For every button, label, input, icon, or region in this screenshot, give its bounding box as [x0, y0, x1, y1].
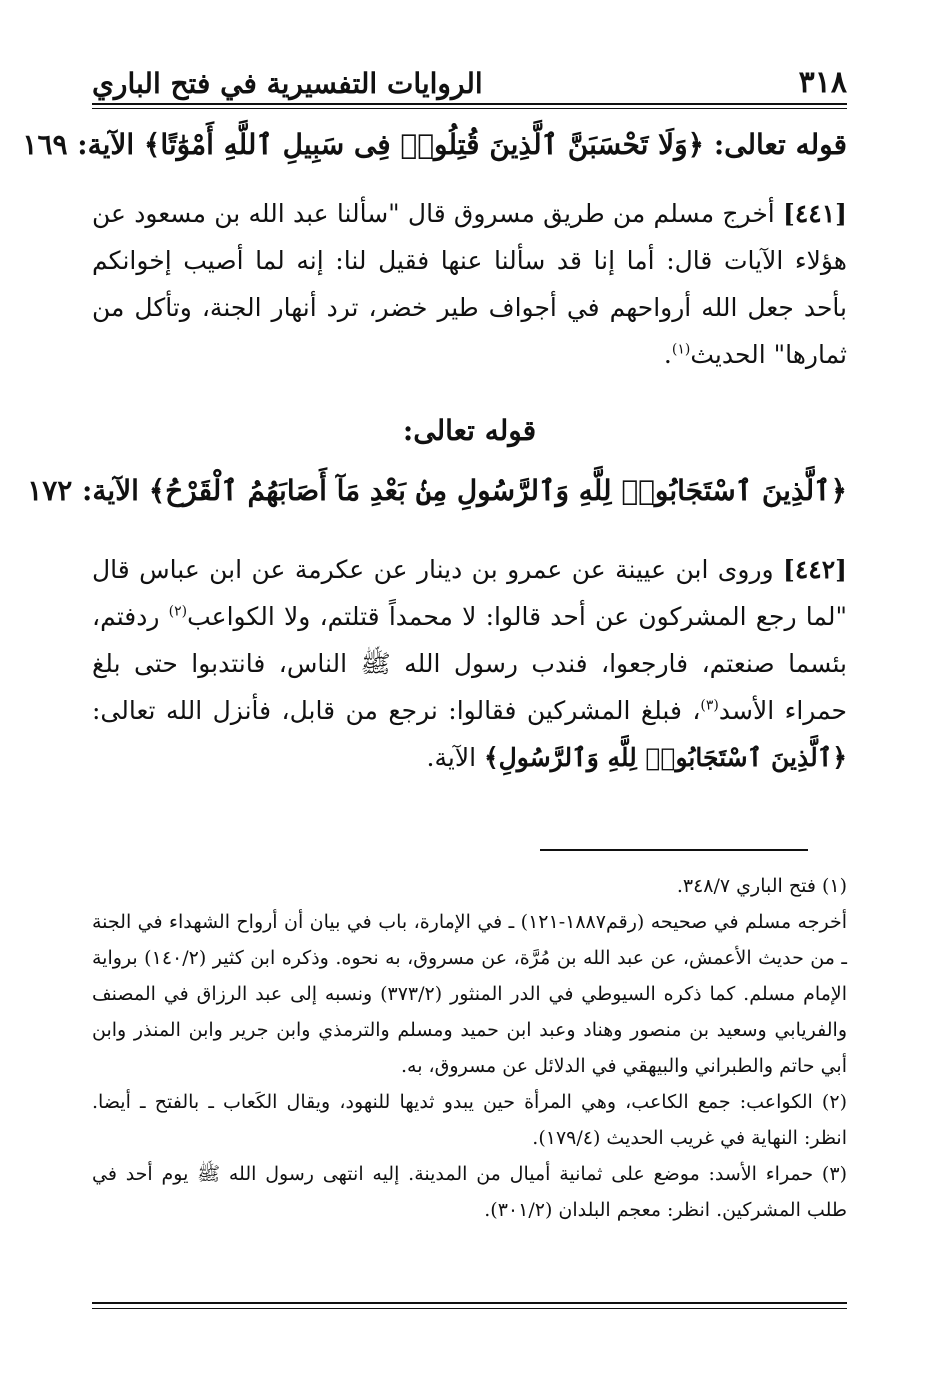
footnote-ref: (٢): [168, 603, 188, 620]
paragraph-text-a: وروى ابن عيينة عن عمرو بن دينار عن عكرمة عن ابن عباس قال "لما رجع المشركون عن أحد قالوا: لا محمداً قتلتم، ولا الكواعب: [92, 555, 847, 631]
paragraph-text-c: ، فبلغ المشركين فقالوا: نرجع من قابل، فأنزل الله تعالى:: [92, 696, 701, 725]
heading-prefix: قوله تعالى:: [713, 128, 847, 161]
header-rule-thin: [92, 108, 847, 109]
section1-heading: [22, 128, 847, 161]
footer-rule-thin: [92, 1308, 847, 1309]
section1-paragraph: [92, 190, 847, 378]
paragraph-text-b: ردفتم، بئسما صنعتم، فارجعوا، فندب رسول الله ﷺ الناس، فانتدبوا حتى بلغ حمراء الأسد: [92, 602, 847, 725]
section2-heading: [92, 414, 847, 447]
header-rule: [92, 103, 847, 105]
footnote-separator: [540, 849, 808, 851]
footnote-3: (٣) حمراء الأسد: موضع على ثمانية أميال من المدينة. إليه انتهى رسول الله ﷺ يوم أحد في طلب المشركين. انظر: معجم البلدان (٣٠١/٢).: [92, 1163, 847, 1221]
paragraph-text-d: الآية.: [426, 743, 484, 772]
footnote-ref: (٣): [700, 697, 719, 714]
page-number: ٣١٨: [798, 65, 847, 100]
footnote-ref: (١): [671, 341, 691, 358]
section2-verse-line: [27, 474, 847, 507]
page-header: [92, 56, 847, 100]
inline-quran-verse: ﴿ٱلَّذِينَ ٱسْتَجَابُوا۟ لِلَّهِ وَٱلرَّسُولِ﴾: [483, 743, 847, 772]
section2-paragraph: [92, 546, 847, 781]
footnote-1-detail: أخرجه مسلم في صحيحه (رقم١٨٨٧-١٢١) ـ في الإمارة، باب في بيان أن أرواح الشهداء في الجنة ـ من حديث الأعمش، عن عبد الله بن مُرَّة، عن مسروق، به نحوه. وذكره ابن كثير (١٤٠/٢) برواية الإمام مسلم. كما ذكره السيوطي في الدر المنثور (٣٧٣/٢) ونسبه إلى عبد الرزاق في المصنف والفريابي وسعيد بن منصور وهناد وعبد ابن حميد ومسلم والترمذي وابن جرير وابن المنذر وابن أبي حاتم والطبراني والبيهقي في الدلائل عن مسروق، به.: [92, 911, 848, 1077]
running-title: الروايات التفسيرية في فتح الباري: [92, 67, 483, 100]
heading-prefix: قوله تعالى:: [402, 414, 537, 447]
item-number: [٤٤٢]: [783, 555, 847, 584]
paragraph-end: .: [663, 340, 672, 369]
footer-rule: [92, 1302, 847, 1304]
paragraph-text: أخرج مسلم من طريق مسروق قال "سألنا عبد الله بن مسعود عن هؤلاء الآيات قال: أما إنا قد سألنا عنها فقيل لنا: إنه لما أصيب إخوانكم بأحد جعل الله أرواحهم في أجواف طير خضر، ترد أنهار الجنة، وتأكل من ثمارها" الحديث: [92, 199, 847, 369]
footnote-2: (٢) الكواعب: جمع الكاعب، وهي المرأة حين يبدو ثديها للنهود، ويقال الكَعاب ـ بالفتح ـ أيضا. انظر: النهاية في غريب الحديث (١٧٩/٤).: [92, 1091, 847, 1149]
quran-verse: ﴿وَلَا تَحْسَبَنَّ ٱلَّذِينَ قُتِلُوا۟ فِى سَبِيلِ ٱللَّهِ أَمْوَٰتًا﴾: [143, 128, 705, 161]
verse-reference: الآية: ١٦٩: [22, 128, 135, 161]
verse-reference: الآية: ١٧٢: [27, 474, 139, 507]
item-number: [٤٤١]: [783, 199, 848, 228]
footnotes: [92, 868, 847, 1228]
footnote-1: (١) فتح الباري ٣٤٨/٧.: [676, 875, 847, 897]
quran-verse: ﴿ٱلَّذِينَ ٱسْتَجَابُوا۟ لِلَّهِ وَٱلرَّسُولِ مِنۢ بَعْدِ مَآ أَصَابَهُمُ ٱلْقَرْحُ﴾: [148, 474, 847, 507]
